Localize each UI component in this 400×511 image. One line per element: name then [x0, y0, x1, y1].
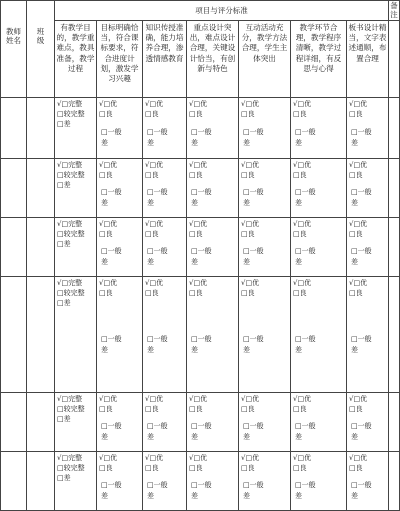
option-fair: □一般: [147, 480, 168, 489]
option-excellent: √□优: [99, 219, 118, 228]
rating-cell[interactable]: [291, 392, 347, 451]
option-good: □良: [189, 288, 203, 297]
option-fair: □一般: [101, 127, 122, 136]
option-fair: □一般: [295, 187, 316, 196]
option-excellent: √□优: [189, 394, 208, 403]
criterion-6: 教学环节合理，教学程序清晰，教学过程详细，有反思与心得: [291, 20, 347, 97]
option-excellent: √□优: [99, 453, 118, 462]
rating-cell[interactable]: [97, 276, 143, 392]
option-excellent: √□优: [349, 99, 368, 108]
option-good: □良: [241, 229, 255, 238]
option-poor-label: 差: [351, 138, 358, 147]
rating-cell[interactable]: [239, 158, 291, 217]
class-cell[interactable]: [27, 451, 55, 510]
remark-cell[interactable]: [389, 217, 400, 276]
option-poor: □差: [57, 414, 71, 423]
teacher-name-cell[interactable]: [1, 97, 27, 158]
option-fair: □一般: [351, 127, 372, 136]
compliance-cell[interactable]: [55, 217, 97, 276]
option-fair: □一般: [191, 127, 212, 136]
option-good: □良: [241, 109, 255, 118]
option-complete: √□完整: [57, 453, 83, 462]
option-good: □良: [145, 170, 159, 179]
rating-cell[interactable]: [347, 158, 389, 217]
option-good: □良: [349, 229, 363, 238]
option-complete: √□完整: [57, 219, 83, 228]
rating-cell[interactable]: [187, 451, 239, 510]
rating-cell[interactable]: [347, 276, 389, 392]
option-fair: □一般: [243, 187, 264, 196]
option-good: □良: [189, 170, 203, 179]
option-fair: □一般: [295, 421, 316, 430]
option-good: □良: [241, 463, 255, 472]
option-good: □良: [99, 109, 113, 118]
option-good: □良: [349, 109, 363, 118]
option-excellent: √□优: [293, 99, 312, 108]
option-poor-label: 差: [147, 491, 154, 500]
option-poor-label: 差: [243, 432, 250, 441]
teacher-name-cell[interactable]: [1, 392, 27, 451]
option-mostly-complete: □较完整: [57, 109, 85, 118]
rating-cell[interactable]: [97, 392, 143, 451]
rating-cell[interactable]: [347, 97, 389, 158]
rating-cell[interactable]: [143, 158, 187, 217]
rating-cell[interactable]: [239, 217, 291, 276]
teacher-name-cell[interactable]: [1, 276, 27, 392]
rating-cell[interactable]: [347, 451, 389, 510]
option-excellent: √□优: [189, 278, 208, 287]
rating-cell[interactable]: [97, 158, 143, 217]
option-excellent: √□优: [241, 219, 260, 228]
option-poor-label: 差: [243, 138, 250, 147]
remark-header-cell: [389, 20, 400, 97]
rating-cell[interactable]: [291, 97, 347, 158]
compliance-cell[interactable]: [55, 276, 97, 392]
table-row: [1, 451, 400, 510]
rating-cell[interactable]: [239, 276, 291, 392]
table-row: [1, 158, 400, 217]
option-good: □良: [189, 229, 203, 238]
teacher-name-cell[interactable]: [1, 158, 27, 217]
option-fair: □一般: [243, 246, 264, 255]
option-excellent: √□优: [189, 99, 208, 108]
option-good: □良: [349, 170, 363, 179]
option-poor-label: 差: [147, 138, 154, 147]
option-poor-label: 差: [351, 491, 358, 500]
rating-cell[interactable]: [143, 392, 187, 451]
criterion-3: 知识传授准确，能力培养合理，渗透情感教育: [143, 20, 187, 97]
option-good: □良: [293, 229, 307, 238]
option-good: □良: [145, 109, 159, 118]
option-good: □良: [293, 463, 307, 472]
option-excellent: √□优: [349, 278, 368, 287]
rating-cell[interactable]: [97, 451, 143, 510]
rating-cell[interactable]: [143, 217, 187, 276]
option-excellent: √□优: [189, 160, 208, 169]
option-good: □良: [99, 288, 113, 297]
option-poor-label: 差: [191, 345, 198, 354]
option-excellent: √□优: [99, 160, 118, 169]
option-poor-label: 差: [101, 491, 108, 500]
option-excellent: √□优: [189, 453, 208, 462]
option-poor-label: 差: [101, 257, 108, 266]
rating-cell[interactable]: [143, 97, 187, 158]
option-fair: □一般: [243, 480, 264, 489]
remark-cell[interactable]: [389, 392, 400, 451]
teacher-name-cell[interactable]: [1, 451, 27, 510]
rating-cell[interactable]: [291, 217, 347, 276]
option-good: □良: [145, 288, 159, 297]
option-poor-label: 差: [147, 345, 154, 354]
option-poor-label: 差: [191, 432, 198, 441]
option-fair: □一般: [101, 480, 122, 489]
option-poor-label: 差: [243, 198, 250, 207]
teacher-name-cell[interactable]: [1, 217, 27, 276]
rating-cell[interactable]: [97, 97, 143, 158]
option-good: □良: [241, 170, 255, 179]
option-good: □良: [145, 229, 159, 238]
option-poor-label: 差: [191, 138, 198, 147]
criterion-5: 互动活动充分，教学方法合理，学生主体突出: [239, 20, 291, 97]
option-poor-label: 差: [243, 257, 250, 266]
option-fair: □一般: [295, 246, 316, 255]
option-poor: □差: [57, 119, 71, 128]
option-poor-label: 差: [147, 432, 154, 441]
option-excellent: √□优: [293, 219, 312, 228]
rating-cell[interactable]: [187, 217, 239, 276]
class-cell[interactable]: [27, 217, 55, 276]
class-header: 班 级: [27, 1, 55, 98]
option-good: □良: [99, 463, 113, 472]
option-fair: □一般: [295, 127, 316, 136]
option-poor-label: 差: [101, 432, 108, 441]
option-excellent: √□优: [99, 278, 118, 287]
option-excellent: √□优: [349, 160, 368, 169]
option-poor-label: 差: [243, 491, 250, 500]
compliance-cell[interactable]: [55, 451, 97, 510]
option-fair: □一般: [147, 246, 168, 255]
option-excellent: √□优: [189, 219, 208, 228]
option-poor-label: 差: [295, 491, 302, 500]
option-excellent: √□优: [241, 160, 260, 169]
rating-cell[interactable]: [291, 276, 347, 392]
option-fair: □一般: [101, 187, 122, 196]
option-poor-label: 差: [191, 257, 198, 266]
remark-cell[interactable]: [389, 158, 400, 217]
option-poor-label: 差: [147, 198, 154, 207]
option-excellent: √□优: [241, 99, 260, 108]
option-good: □良: [241, 288, 255, 297]
option-fair: □一般: [101, 246, 122, 255]
option-complete: √□完整: [57, 160, 83, 169]
option-mostly-complete: □较完整: [57, 288, 85, 297]
option-good: □良: [189, 404, 203, 413]
class-cell[interactable]: [27, 392, 55, 451]
option-good: □良: [293, 288, 307, 297]
option-complete: √□完整: [57, 99, 83, 108]
rating-cell[interactable]: [187, 392, 239, 451]
option-good: □良: [293, 404, 307, 413]
option-excellent: √□优: [241, 453, 260, 462]
remark-cell[interactable]: [389, 276, 400, 392]
option-poor-label: 差: [101, 345, 108, 354]
option-fair: □一般: [147, 187, 168, 196]
option-excellent: √□优: [145, 99, 164, 108]
option-fair: □一般: [101, 334, 122, 343]
option-good: □良: [99, 229, 113, 238]
rating-cell[interactable]: [239, 451, 291, 510]
option-good: □良: [241, 404, 255, 413]
table-row: [1, 392, 400, 451]
option-fair: □一般: [147, 334, 168, 343]
option-fair: □一般: [243, 127, 264, 136]
option-fair: □一般: [351, 480, 372, 489]
option-excellent: √□优: [145, 453, 164, 462]
option-complete: √□完整: [57, 278, 83, 287]
option-excellent: √□优: [293, 453, 312, 462]
option-excellent: √□优: [145, 394, 164, 403]
option-excellent: √□优: [241, 278, 260, 287]
option-poor-label: 差: [295, 198, 302, 207]
compliance-cell[interactable]: [55, 392, 97, 451]
section-title: 项目与评分标准: [55, 1, 389, 21]
option-poor-label: 差: [295, 345, 302, 354]
option-mostly-complete: □较完整: [57, 229, 85, 238]
option-good: □良: [189, 109, 203, 118]
option-poor: □差: [57, 180, 71, 189]
option-excellent: √□优: [145, 160, 164, 169]
compliance-cell[interactable]: [55, 158, 97, 217]
criterion-2: 目标明确恰当，符合课标要求，符合进度计划，激发学习兴趣: [97, 20, 143, 97]
option-poor-label: 差: [351, 257, 358, 266]
option-fair: □一般: [243, 421, 264, 430]
option-fair: □一般: [147, 127, 168, 136]
criterion-7: 板书设计精当，文字表述通顺，布置合理: [347, 20, 389, 97]
compliance-cell[interactable]: [55, 97, 97, 158]
option-fair: □一般: [295, 334, 316, 343]
option-excellent: √□优: [293, 278, 312, 287]
rating-cell[interactable]: [187, 158, 239, 217]
option-excellent: √□优: [349, 219, 368, 228]
table-row: [1, 97, 400, 158]
option-excellent: √□优: [99, 394, 118, 403]
option-fair: □一般: [351, 421, 372, 430]
rating-cell[interactable]: [291, 158, 347, 217]
option-fair: □一般: [351, 187, 372, 196]
option-good: □良: [145, 404, 159, 413]
option-good: □良: [349, 404, 363, 413]
rating-cell[interactable]: [239, 97, 291, 158]
option-excellent: √□优: [293, 160, 312, 169]
rating-cell[interactable]: [143, 451, 187, 510]
option-good: □良: [293, 109, 307, 118]
option-poor: □差: [57, 239, 71, 248]
option-excellent: √□优: [145, 278, 164, 287]
option-poor-label: 差: [191, 491, 198, 500]
option-good: □良: [99, 170, 113, 179]
option-good: □良: [145, 463, 159, 472]
option-good: □良: [293, 170, 307, 179]
rating-cell[interactable]: [187, 97, 239, 158]
option-poor-label: 差: [101, 198, 108, 207]
remark-header: 备注: [390, 1, 398, 20]
option-fair: □一般: [295, 480, 316, 489]
option-good: □良: [349, 288, 363, 297]
option-fair: □一般: [191, 334, 212, 343]
option-excellent: √□优: [241, 394, 260, 403]
rating-cell[interactable]: [347, 217, 389, 276]
option-complete: √□完整: [57, 394, 83, 403]
option-poor-label: 差: [351, 432, 358, 441]
option-poor: □差: [57, 298, 71, 307]
option-excellent: √□优: [349, 394, 368, 403]
table-row: [1, 276, 400, 392]
option-mostly-complete: □较完整: [57, 404, 85, 413]
option-excellent: √□优: [293, 394, 312, 403]
option-poor-label: 差: [295, 138, 302, 147]
option-poor-label: 差: [101, 138, 108, 147]
option-poor: □差: [57, 473, 71, 482]
table-row: [1, 217, 400, 276]
option-fair: □一般: [351, 334, 372, 343]
option-excellent: √□优: [99, 99, 118, 108]
option-fair: □一般: [243, 334, 264, 343]
option-good: □良: [99, 404, 113, 413]
option-fair: □一般: [101, 421, 122, 430]
class-cell[interactable]: [27, 97, 55, 158]
option-excellent: √□优: [145, 219, 164, 228]
option-fair: □一般: [191, 187, 212, 196]
remark-cell[interactable]: [389, 451, 400, 510]
option-fair: □一般: [351, 246, 372, 255]
rating-cell[interactable]: [291, 451, 347, 510]
option-fair: □一般: [147, 421, 168, 430]
option-excellent: √□优: [349, 453, 368, 462]
option-poor-label: 差: [191, 198, 198, 207]
option-poor-label: 差: [351, 198, 358, 207]
rating-cell[interactable]: [97, 217, 143, 276]
rating-cell[interactable]: [347, 392, 389, 451]
class-cell[interactable]: [27, 158, 55, 217]
rating-cell[interactable]: [239, 392, 291, 451]
option-good: □良: [349, 463, 363, 472]
option-good: □良: [189, 463, 203, 472]
option-poor-label: 差: [295, 432, 302, 441]
remark-cell[interactable]: [389, 97, 400, 158]
teacher-name-header: 教师 姓名: [1, 1, 27, 98]
rating-cell[interactable]: [187, 276, 239, 392]
option-poor-label: 差: [147, 257, 154, 266]
rating-cell[interactable]: [143, 276, 187, 392]
criterion-1: 有教学目的，教学重难点，教具准备，教学过程: [55, 20, 97, 97]
class-cell[interactable]: [27, 276, 55, 392]
option-poor-label: 差: [351, 345, 358, 354]
option-mostly-complete: □较完整: [57, 463, 85, 472]
option-poor-label: 差: [243, 345, 250, 354]
option-mostly-complete: □较完整: [57, 170, 85, 179]
option-fair: □一般: [191, 246, 212, 255]
option-fair: □一般: [191, 480, 212, 489]
option-poor-label: 差: [295, 257, 302, 266]
option-fair: □一般: [191, 421, 212, 430]
criterion-4: 重点设计突出，难点设计合理，关键设计恰当，有创新与特色: [187, 20, 239, 97]
